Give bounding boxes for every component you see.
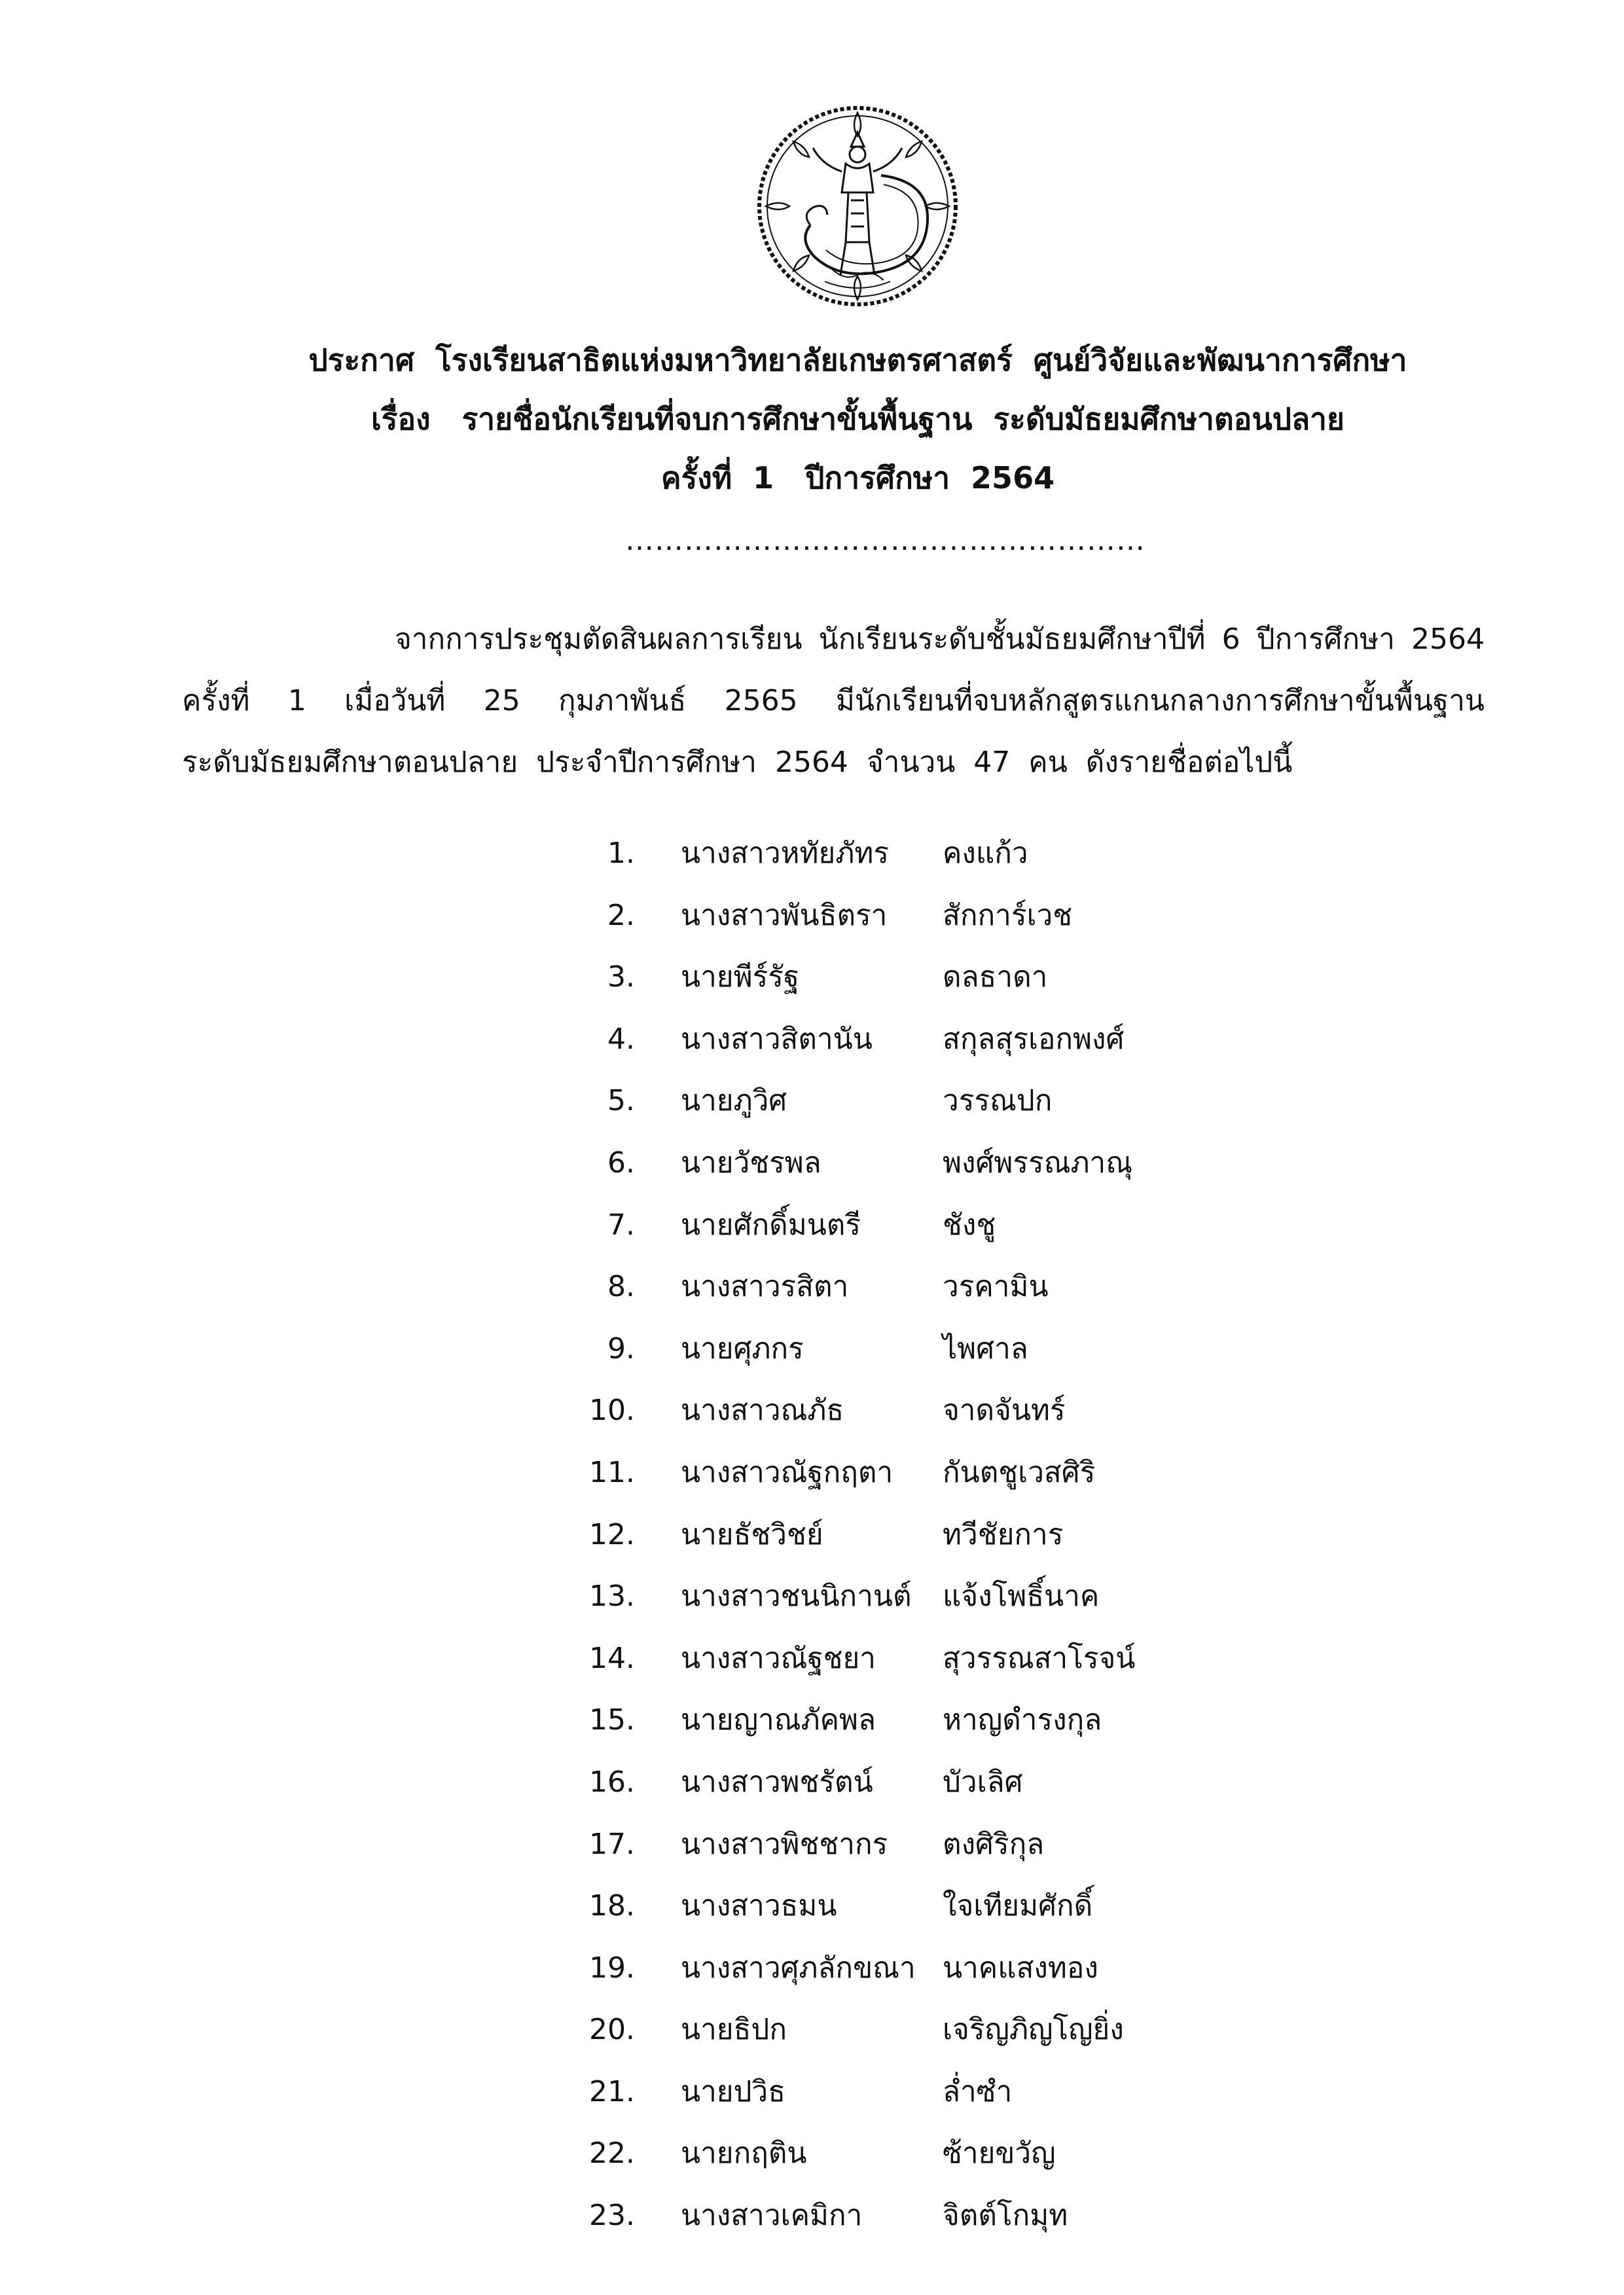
- list-item: [0, 1132, 1624, 1195]
- student-first-name: นายกฤติน: [681, 2137, 807, 2171]
- list-number: 22.: [589, 2137, 635, 2171]
- intro-line: ระดับมัธยมศึกษาตอนปลาย ประจำปีการศึกษา 2564 จำนวน 47 คน ดังรายชื่อต่อไปนี้: [182, 746, 1293, 779]
- student-first-name: นางสาวพันธิตรา: [681, 898, 888, 932]
- list-number: 19.: [589, 1951, 635, 1985]
- kasetsart-university-seal-icon: [753, 98, 962, 314]
- student-last-name: วรคามิน: [943, 1270, 1049, 1304]
- student-last-name: กันตชูเวสศิริ: [943, 1455, 1096, 1489]
- list-item: [0, 1938, 1624, 2000]
- announcement-header: [0, 331, 1624, 507]
- student-list: [0, 823, 1624, 2247]
- student-first-name: นางสาวหทัยภัทร: [681, 837, 889, 870]
- list-number: 5.: [607, 1084, 635, 1118]
- list-number: 10.: [589, 1394, 635, 1428]
- list-item: [0, 823, 1624, 885]
- student-first-name: นายภูวิศ: [681, 1084, 787, 1118]
- list-item: [0, 885, 1624, 947]
- student-first-name: นางสาวณัฐชยา: [681, 1641, 876, 1675]
- student-first-name: นางสาวณภัธ: [681, 1394, 844, 1428]
- list-number: 23.: [589, 2199, 635, 2233]
- list-number: 16.: [589, 1765, 635, 1799]
- student-first-name: นางสาวพชรัตน์: [681, 1765, 873, 1799]
- list-number: 20.: [589, 2013, 635, 2047]
- list-number: 9.: [607, 1331, 635, 1365]
- list-number: 2.: [607, 898, 635, 932]
- list-item: [0, 1999, 1624, 2061]
- student-first-name: นางสาวธมน: [681, 1889, 837, 1923]
- list-item: [0, 1628, 1624, 1690]
- student-first-name: นายธัชวิชย์: [681, 1517, 823, 1551]
- list-number: 17.: [589, 1827, 635, 1861]
- student-last-name: เจริญภิญโญยิ่ง: [943, 2013, 1124, 2047]
- intro-line: ครั้งที่ 1 เมื่อวันที่ 25 กุมภาพันธ์ 2565 มีนักเรียนที่จบหลักสูตรแกนกลางการศึกษาขั้นพื้นฐาน: [182, 684, 1485, 717]
- student-last-name: วรรณปก: [943, 1084, 1053, 1118]
- student-last-name: สุวรรณสาโรจน์: [943, 1641, 1136, 1675]
- student-first-name: นางสาวณัฐกฤตา: [681, 1455, 893, 1489]
- list-item: [0, 1070, 1624, 1132]
- student-first-name: นางสาวศุภลักขณา: [681, 1951, 916, 1985]
- list-item: [0, 2123, 1624, 2185]
- announcement-title: ประกาศ โรงเรียนสาธิตแห่งมหาวิทยาลัยเกษตรศาสตร์ ศูนย์วิจัยและพัฒนาการศึกษา: [308, 342, 1407, 378]
- list-item: [0, 1442, 1624, 1504]
- student-last-name: พงศ์พรรณภาณุ: [943, 1146, 1133, 1180]
- list-number: 8.: [607, 1270, 635, 1304]
- list-item: [0, 1814, 1624, 1876]
- student-last-name: คงแก้ว: [943, 837, 1028, 870]
- student-last-name: บัวเลิศ: [943, 1765, 1023, 1799]
- list-item: [0, 1690, 1624, 1752]
- intro-paragraph: [182, 609, 1485, 793]
- student-last-name: ชังชู: [943, 1208, 996, 1242]
- student-last-name: สกุลสุรเอกพงศ์: [943, 1022, 1125, 1056]
- student-first-name: นายศักดิ์มนตรี: [681, 1208, 861, 1242]
- student-first-name: นายวัชรพล: [681, 1146, 821, 1180]
- student-last-name: จิตต์โกมุท: [943, 2199, 1068, 2233]
- student-last-name: ดลธาดา: [943, 960, 1048, 994]
- list-number: 18.: [589, 1889, 635, 1923]
- student-first-name: นายพีร์รัฐ: [681, 960, 800, 994]
- student-last-name: ใจเทียมศักดิ์: [943, 1889, 1093, 1923]
- student-first-name: นายปวิธ: [681, 2074, 786, 2108]
- list-number: 3.: [607, 960, 635, 994]
- list-item: [0, 1566, 1624, 1628]
- list-number: 4.: [607, 1022, 635, 1056]
- list-item: [0, 2061, 1624, 2123]
- student-last-name: ซ้ายขวัญ: [943, 2137, 1056, 2171]
- student-last-name: ล่ำซำ: [943, 2074, 1013, 2108]
- list-number: 7.: [607, 1208, 635, 1242]
- list-item: [0, 1195, 1624, 1257]
- list-item: [0, 1318, 1624, 1381]
- announcement-round: ครั้งที่ 1 ปีการศึกษา 2564: [660, 460, 1055, 496]
- list-item: [0, 1380, 1624, 1442]
- list-number: 21.: [589, 2074, 635, 2108]
- dotted-separator: ……………………………..………………: [625, 524, 1146, 557]
- list-item: [0, 1875, 1624, 1938]
- list-number: 6.: [607, 1146, 635, 1180]
- student-first-name: นายศุภกร: [681, 1331, 804, 1365]
- list-item: [0, 1256, 1624, 1318]
- student-last-name: ตงศิริกุล: [943, 1827, 1045, 1861]
- intro-line: จากการประชุมตัดสินผลการเรียน นักเรียนระดับชั้นมัธยมศึกษาปีที่ 6 ปีการศึกษา 2564: [395, 623, 1485, 656]
- list-number: 12.: [589, 1517, 635, 1551]
- list-item: [0, 1009, 1624, 1071]
- list-number: 1.: [607, 837, 635, 870]
- student-last-name: นาคแสงทอง: [943, 1951, 1098, 1985]
- list-number: 15.: [589, 1703, 635, 1737]
- student-first-name: นางสาวสิตานัน: [681, 1022, 873, 1056]
- announcement-subject: เรื่อง รายชื่อนักเรียนที่จบการศึกษาขั้นพื้นฐาน ระดับมัธยมศึกษาตอนปลาย: [371, 401, 1344, 437]
- student-first-name: นางสาวรสิตา: [681, 1270, 849, 1304]
- student-last-name: สักการ์เวช: [943, 898, 1073, 932]
- list-number: 14.: [589, 1641, 635, 1675]
- student-first-name: นางสาวชนนิกานต์: [681, 1580, 912, 1614]
- list-item: [0, 947, 1624, 1009]
- list-number: 13.: [589, 1580, 635, 1614]
- student-first-name: นายธิปก: [681, 2013, 787, 2047]
- student-last-name: หาญดำรงกุล: [943, 1703, 1102, 1737]
- student-last-name: จาดจันทร์: [943, 1394, 1066, 1428]
- student-last-name: ไพศาล: [943, 1331, 1028, 1365]
- list-item: [0, 2185, 1624, 2247]
- student-first-name: นางสาวพิชชากร: [681, 1827, 888, 1861]
- list-number: 11.: [589, 1455, 635, 1489]
- list-item: [0, 1504, 1624, 1566]
- student-first-name: นายญาณภัคพล: [681, 1703, 876, 1737]
- list-item: [0, 1752, 1624, 1814]
- student-last-name: แจ้งโพธิ์นาค: [943, 1580, 1100, 1614]
- student-last-name: ทวีชัยการ: [943, 1517, 1064, 1551]
- student-first-name: นางสาวเคมิกา: [681, 2199, 863, 2233]
